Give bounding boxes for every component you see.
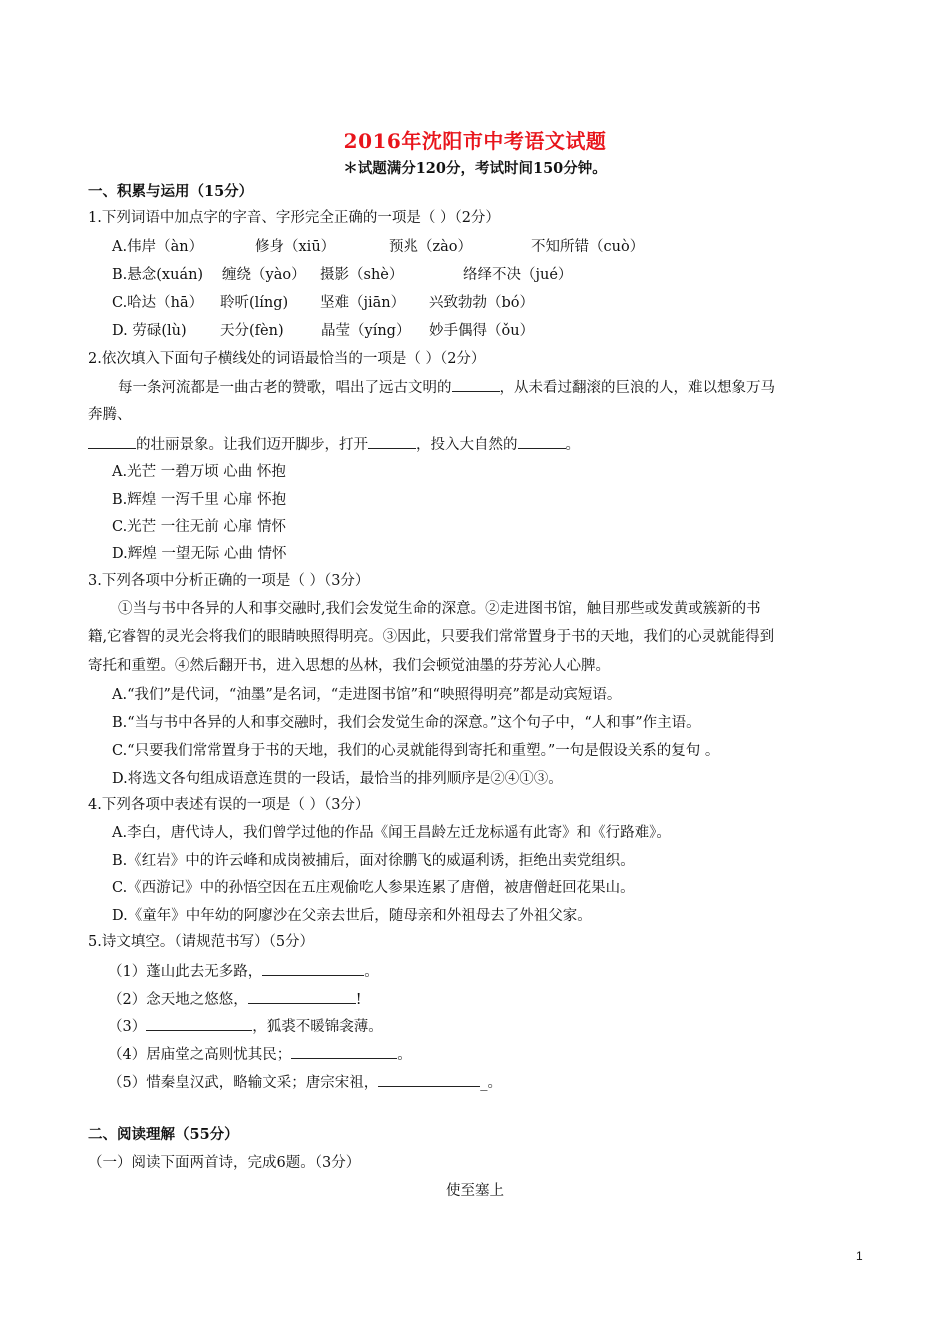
section-heading: 一、积累与运用（15分） — [88, 183, 254, 200]
word: 摄影（shè） — [320, 267, 404, 283]
passage-text: 的壮丽景象。让我们迈开脚步，打开 — [136, 437, 368, 453]
reading-instructions: （一）阅读下面两首诗，完成6题。（3分） — [88, 1155, 361, 1171]
fill-in-text: （4）居庙堂之高则忧其民； — [108, 1047, 292, 1063]
answer-blank — [146, 1016, 252, 1031]
fill-in-item — [108, 961, 379, 982]
q3-passage-line: ①当与书中各异的人和事交融时,我们会发觉生命的深意。②走进图书馆，触目那些或发黄或簇新的书 — [118, 601, 761, 617]
page-number: 1 — [856, 1249, 863, 1263]
answer-blank — [378, 1072, 480, 1087]
document-subtitle: ＊试题满分120分，考试时间150分钟。 — [343, 160, 607, 177]
q3-option: C.“只要我们常常置身于书的天地，我们的心灵就能得到寄托和重塑。”一句是假设关系的复句 。 — [112, 743, 720, 759]
question-stem: 3.下列各项中分析正确的一项是（ ）（3分） — [88, 573, 370, 589]
fill-in-item — [108, 1016, 383, 1037]
word: C.哈达（hā） — [112, 295, 204, 311]
answer-blank — [88, 434, 136, 449]
fill-in-text: （1）蓬山此去无多路， — [108, 964, 263, 980]
passage-text: 。 — [565, 437, 580, 453]
q2-passage-line — [88, 434, 580, 455]
fill-in-text: 。 — [397, 1047, 412, 1063]
answer-blank — [248, 989, 356, 1004]
fill-in-text: ，狐裘不暖锦衾薄。 — [252, 1019, 383, 1035]
question-stem: 4.下列各项中表述有误的一项是（ ）（3分） — [88, 797, 370, 813]
word: 天分(fèn) — [220, 323, 284, 339]
q2-option: C.光芒 一往无前 心扉 情怀 — [112, 519, 287, 535]
answer-blank — [291, 1044, 397, 1059]
fill-in-item — [108, 1072, 502, 1093]
word: B.悬念(xuán) — [112, 267, 204, 283]
q1-option-a — [112, 237, 645, 257]
answer-blank — [518, 434, 566, 449]
word: A.伟岸（àn） — [112, 239, 204, 255]
question-stem: 1.下列词语中加点字的字音、字形完全正确的一项是（ ）（2分） — [88, 210, 500, 226]
poem-title: 使至塞上 — [446, 1183, 504, 1199]
word: 络绎不决（jué） — [463, 267, 573, 283]
fill-in-text: _。 — [480, 1075, 502, 1091]
q2-passage-line: 奔腾、 — [88, 407, 132, 423]
answer-blank — [262, 961, 364, 976]
q4-option: D.《童年》中年幼的阿廖沙在父亲去世后，随母亲和外祖母去了外祖父家。 — [112, 908, 592, 924]
document-title: 2016年沈阳市中考语文试题 — [343, 129, 607, 153]
word: D. 劳碌(lù) — [112, 323, 187, 339]
q4-option: B.《红岩》中的许云峰和成岗被捕后，面对徐鹏飞的威逼利诱，拒绝出卖党组织。 — [112, 853, 635, 869]
q2-option: A.光芒 一碧万顷 心曲 怀抱 — [112, 464, 286, 480]
section-heading: 二、阅读理解（55分） — [88, 1126, 239, 1143]
q2-passage-line — [118, 377, 775, 398]
word: 不知所错（cuò） — [531, 239, 645, 255]
question-stem: 2.依次填入下面句子横线处的词语最恰当的一项是（ ）（2分） — [88, 351, 486, 367]
word: 坚难（jiān） — [320, 295, 406, 311]
word: 聆听(líng) — [220, 295, 289, 311]
passage-text: ，投入大自然的 — [416, 437, 518, 453]
answer-blank — [368, 434, 416, 449]
q1-option-c — [112, 293, 535, 313]
q4-option: A.李白，唐代诗人，我们曾学过他的作品《闻王昌龄左迁龙标遥有此寄》和《行路难》。 — [112, 825, 671, 841]
q3-option: B.“当与书中各异的人和事交融时，我们会发觉生命的深意。”这个句子中，“人和事”作主语。 — [112, 715, 701, 731]
q2-option: B.辉煌 一泻千里 心扉 怀抱 — [112, 492, 287, 508]
word: 预兆（zào） — [389, 239, 473, 255]
q1-option-d — [112, 321, 535, 341]
fill-in-text: （2）念天地之悠悠， — [108, 992, 248, 1008]
q3-option: D.将选文各句组成语意连贯的一段话，最恰当的排列顺序是②④①③。 — [112, 771, 563, 787]
passage-text: 每一条河流都是一曲古老的赞歌，唱出了远古文明的 — [118, 380, 452, 396]
fill-in-text: 。 — [364, 964, 379, 980]
fill-in-text: （3） — [108, 1019, 147, 1035]
q3-passage-line: 寄托和重塑。④然后翻开书，进入思想的丛林，我们会顿觉油墨的芬芳沁人心脾。 — [88, 658, 610, 674]
q1-option-b — [112, 265, 573, 285]
word: 晶莹（yíng） — [321, 323, 411, 339]
word: 修身（xiū） — [255, 239, 336, 255]
question-stem: 5.诗文填空。（请规范书写）（5分） — [88, 934, 315, 950]
q3-option: A.“我们”是代词，“油墨”是名词，“走进图书馆”和“映照得明亮”都是动宾短语。 — [112, 687, 622, 703]
q4-option: C.《西游记》中的孙悟空因在五庄观偷吃人参果连累了唐僧，被唐僧赶回花果山。 — [112, 880, 635, 896]
fill-in-text: ! — [355, 992, 362, 1008]
word: 妙手偶得（ǒu） — [429, 323, 535, 339]
q2-option: D.辉煌 一望无际 心曲 情怀 — [112, 546, 287, 562]
word: 兴致勃勃（bó） — [429, 295, 535, 311]
q3-passage-line: 籍,它睿智的灵光会将我们的眼睛映照得明亮。③因此，只要我们常常置身于书的天地，我们的心灵就能得到 — [88, 629, 775, 645]
fill-in-text: （5）惜秦皇汉武，略输文采；唐宗宋祖， — [108, 1075, 379, 1091]
passage-text: ，从未看过翻滚的巨浪的人，难以想象万马 — [499, 380, 775, 396]
fill-in-item — [108, 989, 362, 1010]
fill-in-item — [108, 1044, 412, 1065]
word: 缠绕（yào） — [222, 267, 306, 283]
answer-blank — [452, 377, 500, 392]
